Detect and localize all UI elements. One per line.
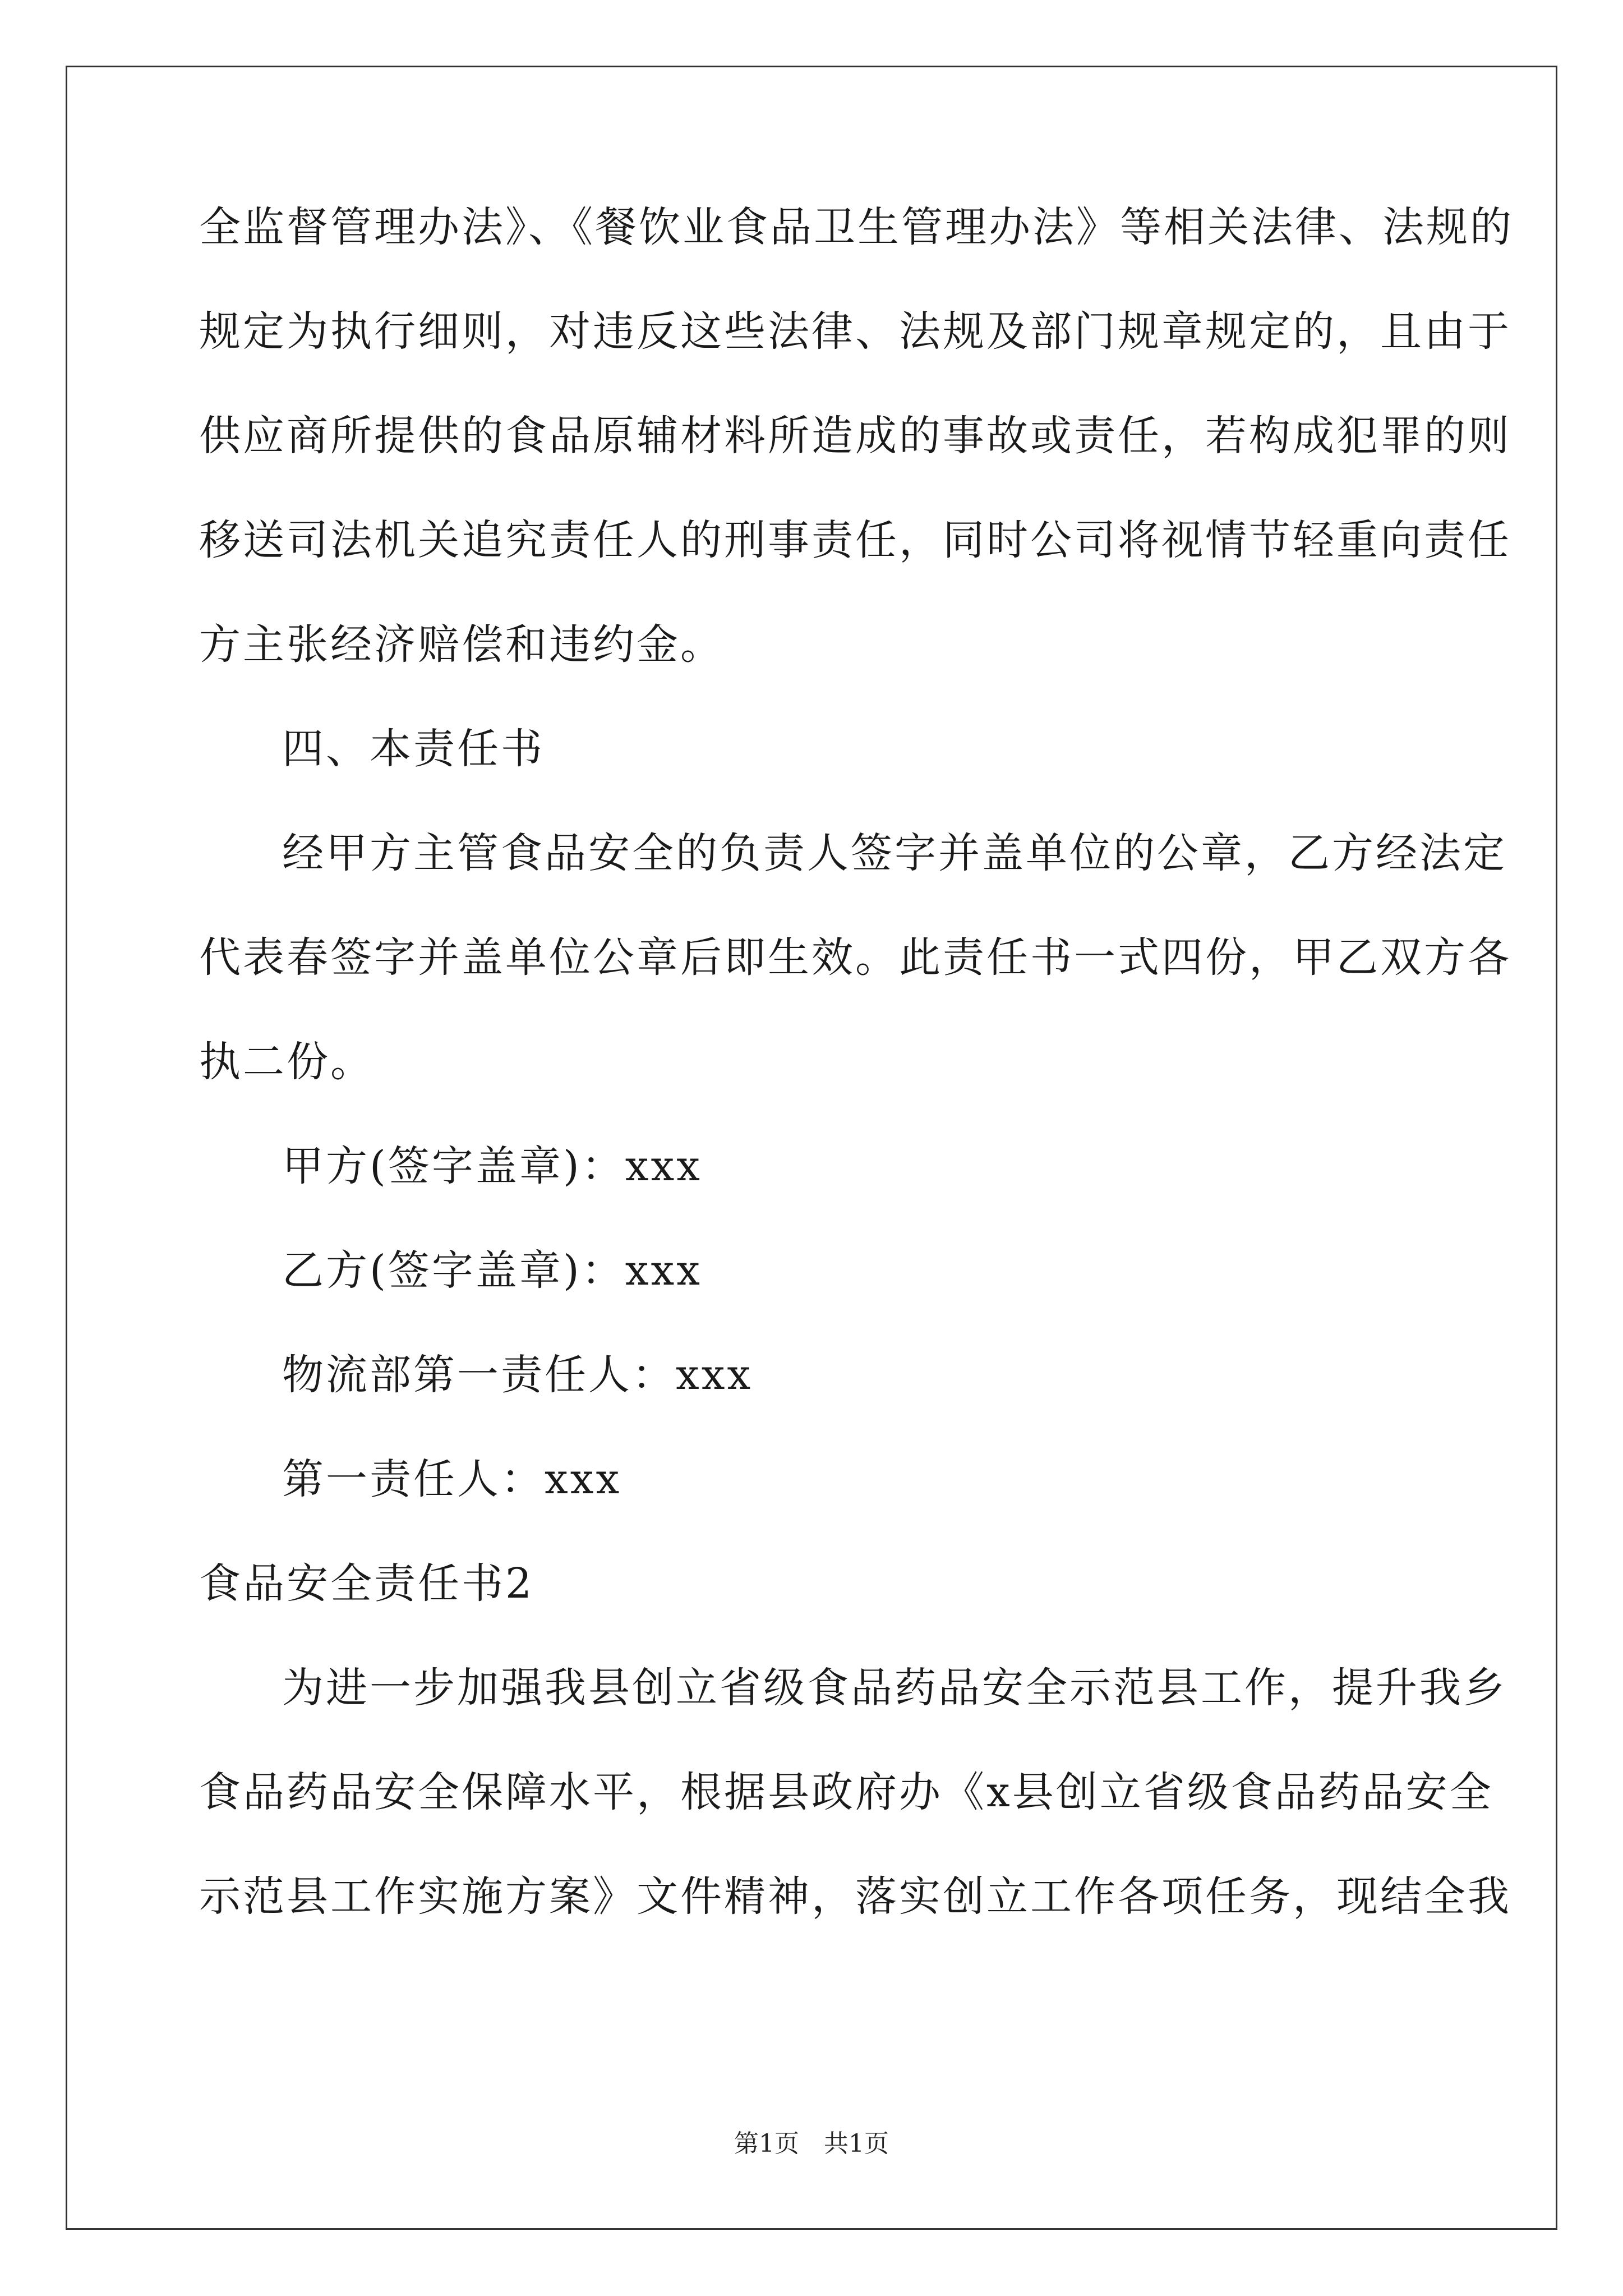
section-heading: 四、本责任书 [282,725,545,773]
text-line: 代表春签字并盖单位公章后即生效。此责任书一式四份，甲乙双方各 [199,933,1511,982]
document-title: 食品安全责任书2 [199,1559,534,1608]
text-line: 执二份。 [199,1038,374,1086]
text-line: 为进一步加强我县创立省级食品药品安全示范县工作，提升我乡 [282,1664,1507,1712]
signature-first-responsible: 第一责任人：xxx [282,1455,622,1503]
text-line: 规定为执行细则，对违反这些法律、法规及部门规章规定的，且由于 [199,307,1511,356]
text-line: 食品药品安全保障水平，根据县政府办《x县创立省级食品药品安全 [199,1768,1493,1816]
text-line: 全监督管理办法》、《餐饮业食品卫生管理办法》等相关法律、法规的 [199,203,1514,251]
page-footer: 第1页 共1页 [734,2129,889,2158]
text-line: 经甲方主管食品安全的负责人签字并盖单位的公章，乙方经法定 [282,829,1507,877]
text-line: 示范县工作实施方案》文件精神，落实创立工作各项任务，现结全我 [199,1872,1511,1921]
signature-party-a: 甲方(签字盖章)：xxx [282,1142,702,1190]
text-line: 移送司法机关追究责任人的刑事责任，同时公司将视情节轻重向责任 [199,516,1511,564]
signature-party-b: 乙方(签字盖章)：xxx [282,1246,702,1295]
text-line: 供应商所提供的食品原辅材料所造成的事故或责任，若构成犯罪的则 [199,412,1511,460]
text-line: 方主张经济赔偿和违约金。 [199,620,724,669]
signature-logistics: 物流部第一责任人：xxx [282,1351,753,1399]
